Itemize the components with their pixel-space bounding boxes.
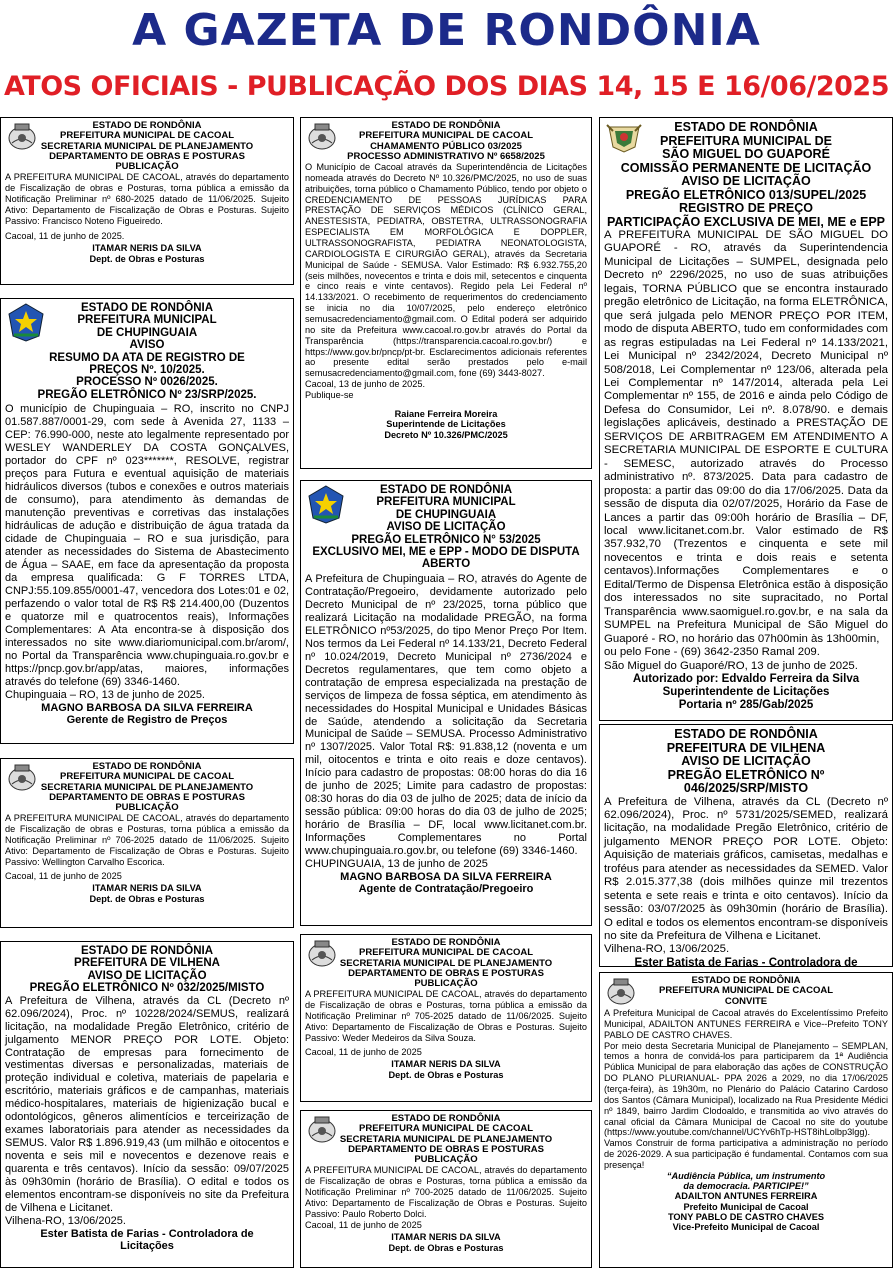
notice-body-invitation: Por meio desta Secretaria Municipal de Planejamento – SEMPLAN, temos a honra de convidá-los para participarem da 1ª Audiência Pública Municipal de para elaboração das ações de CONSTRUÇÃO DO PLANO PLURIANUAL- PPA 2026 a 2029, no dia 17/06/2025 (terça-feira), às 19h30m, no Plenário do Palácio Catarino Cardoso dos Santos (Câmara Municipal), localizado na Rua Presidente Médici nº 1849, bairro Jardim Clodoaldo, e transmitida ao vivo através do canal oficial da Câmara Municipal de Cacoal no site do youtube (https://www.youtube.com/channel/UCYv6hTp-HST8ihLolbp3lgg). bbox=[604, 1040, 888, 1138]
notice-signature: Ester Batista de Farias - Controladora de Licitações bbox=[40, 1228, 254, 1253]
notice-header: ESTADO DE RONDÔNIA PREFEITURA MUNICIPAL DE CACOAL SECRETARIA MUNICIPAL DE PLANEJAMENTO DEPARTAMENTO DE OBRAS E POSTURAS PUBLICAÇÃO bbox=[305, 1114, 587, 1165]
notice-body: A Prefeitura de Chupinguaia – RO, através do Agente de Contratação/Pregoeiro, devidamente autorizado pelo Decreto Municipal de nº 23/2025, torna público que realizará Licitação na modalidade PREGÃO, na forma ELETRÔNICO nº53/2025, do tipo Menor Preço Por Item. Nos termos da Lei Federal nº 14.133/21, Decreto Federal nº 10.024/2019, Decreto Municipal nº 2736/2024 e Decretos regulamentares, que tem como objeto a contratação de empresa especializada na prestação de serviços de limpeza de fossa séptica, em atendimento às necessidades do Hospital Municipal e Unidades Básicas de Saúde, atendendo a solicitação da Secretaria Municipal de Saúde – SEMUSA. Processo Administrativo nº 1307/2025. Valor Total R$: 91.838,12 (noventa e um mil, oitocentos e trinta e oito reais e doze centavos). Início para cadastro de propostas: 08:00 horas do dia 16 de junho de 2025; Limite para cadastro de propostas: 08:30 horas do dia 03 de julho de 2025; data de início da sessão pública: 09:00 horas do dia 03 de julho de 2025; horário de Brasília – DF, local www.licitanet.com.br. Informações Complementares no Portal www.chupinguaia.ro.gov.br, ou telefone (69) 3346-1460. bbox=[305, 572, 587, 858]
notice-body: A PREFEITURA MUNICIPAL DE SÃO MIGUEL DO GUAPORÉ - RO, através da Superintendencia Municipal de Licitações – SUMPEL, designada pelo Decreto nº 2296/2025, no uso de suas atribuições legais, TORNA PÚBLICO que se encontra instaurado pregão eletrônico de Licitação, na forma ELETRÔNICA, que será julgada pelo MENOR PREÇO POR ITEM, modo de disputa ABERTO, tudo em conformidades com as regras estipuladas na Lei Federal nº 14.133/2021, Lei Municipal nº 2342/2024, Decreto Municipal nº 508/2018, Lei Complementar nº 123/06, alterada pela Lei Complementar nº 147/2014, alterada pela Lei Complementar nº 155, de 2016 e ainda pelo Código de Defesa do Consumidor, Lei nº. 8.078/90. e demais legislações aplicáveis, destinado a PRESTAÇÃO DE SERVIÇOS DE ARBITRAGEM EM ATENDIMENTO A SECRETARIA MUNICIPAL DE ESPORTE E CULTURA - SEMESC, autorizado através do Processo administrativo nº. 873/2025. Data para cadastro de proposta: a partir das 09:00 do dia 17/06/2025. Data da sessão de disputa dia 02/07/2025, Horário da Fase de Lances a partir das 09:00h horário de Brasília – DF, local www.licitanet.com.br. Valor estimado de R$ 357.932,70 (Trezentos e cinquenta e sete mil novecentos e trinta e dois reais e setenta centavos).Informações Complementares e o Edital/Termo de Dispensa Eletrônica estão à disposição dos interessados no site supracitado, no Portal Transparência www.saomiguel.ro.gov.br, e na sala da SUMPEL na Prefeitura Municipal de São Miguel do Guaporé - RO, no horário das 07h00min às 13h00min, bbox=[604, 229, 888, 645]
publication-subtitle: ATOS OFICIAIS - PUBLICAÇÃO DOS DIAS 14, 15 E 16/06/2025 bbox=[3, 71, 889, 102]
cacoal-coat-of-arms-icon bbox=[306, 938, 338, 968]
notice-header: ESTADO DE RONDÔNIA PREFEITURA MUNICIPAL DE CHUPINGUAIA AVISO DE LICITAÇÃO PREGÃO ELETRÔNICO N° 53/2025 EXCLUSIVO MEI, ME e EPP - MODO DE DISPUTA ABERTO bbox=[305, 484, 587, 571]
notice-header: ESTADO DE RONDÔNIA PREFEITURA MUNICIPAL DE CHUPINGUAIA AVISO RESUMO DA ATA DE REGISTRO DE PREÇOS Nº. 10/2025. PROCESSO Nº 0026/2025. PREGÃO ELETRÔNICO Nº 23/SRP/2025. bbox=[5, 302, 289, 401]
notice-signature: ITAMAR NERIS DA SILVA Dept. de Obras e Posturas bbox=[89, 243, 205, 264]
notice-header: ESTADO DE RONDÔNIA PREFEITURA DE VILHENA AVISO DE LICITAÇÃO PREGÃO ELETRÔNICO Nº 032/2025/MISTO bbox=[29, 945, 265, 995]
notice-signature: ITAMAR NERIS DA SILVA Dept. de Obras e Posturas bbox=[388, 1059, 504, 1080]
notice-signature: ADAILTON ANTUNES FERREIRA Prefeito Municipal de Cacoal TONY PABLO DE CASTRO CHAVES Vice-Prefeito Municipal de Cacoal bbox=[667, 1191, 825, 1233]
notice-body: A PREFEITURA MUNICIPAL DE CACOAL, através do departamento de Fiscalização de obras e Posturas, torna pública a emissão da Notificação Preliminar nº 706-2025 datado de 11/06/2025. Sujeito Ativo: Departamento de Fiscalização de Obras e Posturas. Sujeito Passivo: Wellington Carvalho Escorica. bbox=[5, 813, 289, 867]
notice-date: São Miguel do Guaporé/RO, 13 de junho de 2025. bbox=[604, 659, 858, 672]
cacoal-coat-of-arms-icon bbox=[605, 976, 637, 1006]
cacoal-coat-of-arms-icon bbox=[306, 121, 338, 151]
notice-vilhena-pregao-032 bbox=[0, 941, 294, 1268]
cacoal-coat-of-arms-icon bbox=[306, 1114, 338, 1144]
notice-date: Cacoal, 11 de junho de 2025 bbox=[305, 1046, 422, 1057]
notice-quote: “Audiência Pública, um instrumento da democracia. PARTICIPE!” bbox=[666, 1170, 826, 1192]
notice-body: A PREFEITURA MUNICIPAL DE CACOAL, através do departamento de Fiscalização de obras e Posturas, torna pública a emissão da Notificação Preliminar nº 705-2025 datado de 11/06/2025. Sujeito Ativo: Departamento de Fiscalização de Obras e Posturas. Sujeito Passivo: Weder Medeiros da Silva Souza. bbox=[305, 989, 587, 1043]
notice-publish-note: Publique-se bbox=[305, 390, 354, 401]
cacoal-coat-of-arms-icon bbox=[6, 121, 38, 151]
sao-miguel-coat-of-arms-icon bbox=[605, 121, 643, 153]
notice-sao-miguel-pregao-013 bbox=[599, 117, 893, 721]
notice-cacoal-publicacao-680 bbox=[0, 117, 294, 285]
notice-date: Vilhena-RO, 13/06/2025. bbox=[5, 1215, 126, 1228]
notice-date: Cacoal, 11 de junho de 2025 bbox=[305, 1219, 422, 1230]
notice-signature: ITAMAR NERIS DA SILVA Dept. de Obras e Posturas bbox=[388, 1232, 504, 1253]
notice-date: CHUPINGUAIA, 13 de junho de 2025 bbox=[305, 858, 488, 871]
notice-cacoal-publicacao-706 bbox=[0, 758, 294, 928]
notice-body: A Prefeitura de Vilhena, através da CL (Decreto nº 62.096/2024), Proc. nº 5731/2025/SEMED, realizará licitação, na modalidade Pregão Eletrônico, critério de julgamento MENOR PREÇO POR LOTE. Objeto: Aquisição de materiais gráficos, camisetas, medalhas e troféus para atender as necessidades da SEMED. Valor R$ 2.015.377,38 (dois milhões quinze mil trezentos setenta e sete reais e trinta e oito centavos). Início da sessão: 03/07/2025 às 09h30min (horário de Brasília). O edital e todos os elementos encontram-se disponíveis no site da Prefeitura de Vilhena e Licitanet. bbox=[604, 795, 888, 943]
notice-header: ESTADO DE RONDÔNIA PREFEITURA MUNICIPAL DE CACOAL CONVITE bbox=[604, 976, 888, 1008]
notice-header: ESTADO DE RONDÔNIA PREFEITURA MUNICIPAL DE CACOAL CHAMAMENTO PÚBLICO 03/2025 PROCESSO ADMINISTRATIVO Nº 6658/2025 bbox=[305, 121, 587, 162]
notice-cacoal-convite bbox=[599, 972, 893, 1268]
notice-cacoal-publicacao-700 bbox=[300, 1110, 592, 1268]
notice-cacoal-chamamento-publico bbox=[300, 117, 592, 469]
notice-header: ESTADO DE RONDÔNIA PREFEITURA MUNICIPAL DE CACOAL SECRETARIA MUNICIPAL DE PLANEJAMENTO DEPARTAMENTO DE OBRAS E POSTURAS PUBLICAÇÃO bbox=[5, 121, 289, 172]
notice-date: Cacoal, 11 de junho de 2025 bbox=[5, 870, 122, 881]
notice-signature: Ester Batista de Farias - Controladora de bbox=[634, 956, 858, 967]
cacoal-coat-of-arms-icon bbox=[6, 762, 38, 792]
notice-cacoal-publicacao-705 bbox=[300, 934, 592, 1102]
notice-body: O município de Chupinguaia – RO, inscrito no CNPJ 01.587.887/0001-29, com sede à Avenida 27, 1133 – CEP: 76.990-000, neste ato legalmente representado por WESLEY WANDERLEY DA COSTA GONÇALVES, portador do CPF nº 023*******, RESOLVE, registrar preços para Futura e eventual aquisição de materiais hidráulicos diversos (tubos e conexões e outros materiais de consumo), para atendimento às demandas de manutenção preventivas e corretivas das instalações hidráulicas de adução e distribuição de água tratada da cidade de Chupinguaia – RO e sua jurisdição, para atender as necessidades do Sistema de Abastecimento de Água – SAAE, em face da apresentação da proposta da empresa qualificada: G F TORRES LTDA, CNPJ:55.109.855/0001-47, vencedora dos Lotes:01 e 02, perfazendo o valor total de R$ R$ 214.400,00 (Duzentos e quatorze mil e quatrocentos reais), Informações Complementares: A Ata encontra-se à disposição dos interessados no site www.diariomunicipal.com.br/arom/, no Portal da Transparência www.chupinguaia.ro.gov.br e https://pncp.gov.br/app/atas, maiores, informações através do telefone (69) 3346-1460. bbox=[5, 403, 289, 688]
notice-signature: ITAMAR NERIS DA SILVA Dept. de Obras e Posturas bbox=[89, 883, 205, 904]
notice-vilhena-pregao-046 bbox=[599, 724, 893, 967]
notice-header: ESTADO DE RONDÔNIA PREFEITURA MUNICIPAL DE CACOAL SECRETARIA MUNICIPAL DE PLANEJAMENTO DEPARTAMENTO DE OBRAS E POSTURAS PUBLICAÇÃO bbox=[305, 938, 587, 989]
newspaper-title: A GAZETA DE RONDÔNIA bbox=[132, 5, 761, 56]
notice-body: O Município de Cacoal através da Superintendência de Licitações nomeada através do Decreto Nº 10.326/PMC/2025, no uso de suas atribuições, torna público o Chamamento Público, tendo por objeto o CREDENCIAMENTO DE PESSOAS JURÍDICAS PARA PRESTAÇÃO DE SERVIÇOS MÉDICOS (CLÍNICO GERAL, ANESTESISTA, PEDIATRA, OBSTETRA, ULTRASSONOGRAFIA ESPECIALISTA EM MORFOLÓGICA E DOPPLER, ULTRASSONOGRAFISTA, PEDIATRA NEONATOLOGISTA, CARDIOLOGISTA E CIRURGIÃO GERAL), através da Secretaria Municipal de Saúde - SEMUSA. Valor Estimado: R$ 6.932.755,20 (seis milhões, novecentos e trinta e dois mil, setecentos e cinquenta e cinco reais e vinte centavos). Regido pela Lei Federal nº 14.133/2021. O recebimento de requerimentos do credenciamento se inicia no dia 10/07/2025, pelo endereço eletrônico semusacredenciamento@gmail.com. O Edital poderá ser adquirido no site da Prefeitura www.cacoal.ro.gov.br através do Portal da Transparência (https://transparencia.cacoal.ro.gov.br/) e https://www.gov.br/pncp/pt-br. Esclarecimentos adicionais referentes ao presente edital serão prestados pelo e-mail semusacredenciamento@gmail.com, fone (69) 3443-8027. bbox=[305, 162, 587, 379]
notice-body-closing: Vamos Construir de forma participativa a administração no período de 2026-2029. A sua participação é fundamental. Contamos com sua presença! bbox=[604, 1138, 888, 1171]
notice-date: Chupinguaia – RO, 13 de junho de 2025. bbox=[5, 688, 205, 701]
notice-body: A Prefeitura Municipal de Cacoal através do Excelentíssimo Prefeito Municipal, ADAILTON ANTUNES FERREIRA e Vice--Prefeito TONY PABLO DE CASTRO CHAVES. bbox=[604, 1008, 888, 1040]
notice-body: A Prefeitura de Vilhena, através da CL (Decreto nº 62.096/2024), Proc. nº 10228/2024/SEMUS, realizará licitação, na modalidade Pregão Eletrônico, critério de julgamento MENOR PREÇO POR LOTE. Objeto: Contratação de empresas para fornecimento de vestimentas diversas e personalizadas, materiais de proteção individual e coletiva, materiais de papelaria e escritório, materiais gráficos e de campanhas, materiais médico-hospitalares, materiais de higienização bucal e odontológicos, gêneros alimentícios e terceirização de exames laboratoriais para atender as necessidades da SEMUS. Valor R$ 1.896.919,43 (um milhão e oitocentos e noventa e seis mil e novecentos e dezenove reais e quarenta e três centavos). Início da sessão: 09/07/2025 às 09h30min (horário de Brasília). O edital e todos os elementos encontram-se disponíveis no site da Prefeitura de Vilhena e Licitanet. bbox=[5, 994, 289, 1215]
notice-signature: MAGNO BARBOSA DA SILVA FERREIRA Agente de Contratação/Pregoeiro bbox=[340, 871, 552, 896]
notice-signature: MAGNO BARBOSA DA SILVA FERREIRA Gerente de Registro de Preços bbox=[41, 701, 253, 726]
notice-body: A PREFEITURA MUNICIPAL DE CACOAL, através do departamento de Fiscalização de obras e Posturas, torna pública a emissão da Notificação Preliminar nº 680-2025 datado de 11/06/2025. Sujeito Ativo: Departamento de Fiscalização de Obras e Posturas. Sujeito Passivo: Francisco Noteno Figueiredo. bbox=[5, 172, 289, 226]
notice-header: ESTADO DE RONDÔNIA PREFEITURA MUNICIPAL DE SÃO MIGUEL DO GUAPORÉ COMISSÃO PERMANENTE DE LICITAÇÃO AVISO DE LICITAÇÃO PREGÃO ELETRÔNICO 013/SUPEL/2025 REGISTRO DE PREÇO PARTICIPAÇÃO EXCLUSIVA DE MEI, ME e EPP bbox=[606, 120, 886, 229]
notice-chupinguaia-ata-registro bbox=[0, 298, 294, 744]
notice-date: Vilhena-RO, 13/06/2025. bbox=[604, 943, 730, 956]
notice-signature: Autorizado por: Edvaldo Ferreira da Silva Superintendente de Licitações Portaria nº 285/Gab/2025 bbox=[632, 672, 860, 711]
notice-contact: ou pelo Fone - (69) 3642-2350 Ramal 209. bbox=[604, 646, 820, 659]
notice-header: ESTADO DE RONDÔNIA PREFEITURA MUNICIPAL DE CACOAL SECRETARIA MUNICIPAL DE PLANEJAMENTO DEPARTAMENTO DE OBRAS E POSTURAS PUBLICAÇÃO bbox=[5, 762, 289, 813]
notice-date: Cacoal, 13 de junho de 2025. bbox=[305, 379, 426, 390]
notice-header: ESTADO DE RONDÔNIA PREFEITURA DE VILHENA AVISO DE LICITAÇÃO PREGÃO ELETRÔNICO Nº 046/2025/SRP/MISTO bbox=[666, 727, 826, 795]
notice-date: Cacoal, 11 de junho de 2025. bbox=[5, 230, 125, 241]
chupinguaia-coat-of-arms-icon bbox=[306, 484, 346, 524]
notice-signature: Raiane Ferreira Moreira Superintende de Licitações Decreto Nº 10.326/PMC/2025 bbox=[384, 408, 508, 440]
notice-body: A PREFEITURA MUNICIPAL DE CACOAL, através do departamento de Fiscalização de obras e Posturas, torna pública a emissão da Notificação Preliminar nº 700-2025 datado de 11/06/2025. Sujeito Ativo: Departamento de Fiscalização de Obras e Posturas. Sujeito Passivo: Paulo Roberto Dolci. bbox=[305, 1165, 587, 1219]
notice-chupinguaia-pregao-53 bbox=[300, 480, 592, 926]
chupinguaia-coat-of-arms-icon bbox=[6, 302, 46, 342]
